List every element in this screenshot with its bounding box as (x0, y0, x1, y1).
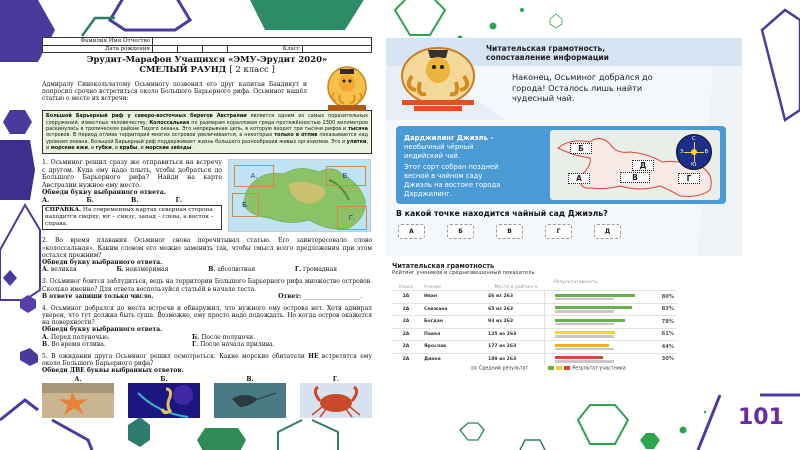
result-bars (544, 291, 644, 303)
australia-map (228, 159, 371, 232)
slide-title: Читательская грамотность, сопоставление информации (486, 44, 609, 63)
photo-option-v[interactable]: В. (214, 376, 286, 420)
answer-input[interactable]: ___________________. (303, 292, 362, 300)
rating-table-row (392, 315, 677, 328)
question-1-text: 1. Осьминог решил сразу же отправиться на встречу с другом. Куда ему надо плыть, чтобы добраться до Большого Барьерного рифа? Найди на карте Австралии нужное ему место. (42, 159, 222, 189)
average-result-bar (555, 348, 614, 351)
participant-result-bar (555, 306, 632, 309)
result-bars (544, 304, 644, 316)
result-percent: 78% (661, 318, 674, 325)
rating-title: Читательская грамотность (392, 262, 495, 270)
birth-year-field[interactable] (203, 45, 228, 53)
rating-legend (471, 366, 626, 372)
map-point-g[interactable]: Г (678, 173, 700, 184)
option-g[interactable]: Г. (175, 196, 182, 204)
student-cell: Снежана (424, 306, 448, 312)
option-a[interactable]: А. великая (42, 266, 77, 274)
participant-result-bar (555, 356, 603, 359)
question-2 (42, 237, 372, 273)
participant-result-bar (555, 294, 635, 297)
worksheet-intro: Адмиралу Синекольчатому Осьминогу позвонил его друг капитан Бандикут и попросил срочно встретиться около Большого Барьерного рифа. Осьминог нашёл статью о месте их встречи: (42, 80, 307, 102)
photo-option-a[interactable]: А. (42, 376, 114, 420)
class-field[interactable] (303, 45, 372, 53)
option-a[interactable]: А. Перед полуночью. (42, 333, 110, 341)
participant-result-bar (555, 344, 609, 347)
map-point-v[interactable]: В (620, 172, 650, 183)
answer-b-button[interactable]: Б (447, 224, 474, 239)
question-2-options (42, 266, 337, 273)
option-v[interactable]: В. (131, 196, 139, 204)
result-percent: 80% (661, 293, 674, 300)
rating-panel (386, 256, 742, 394)
question-4-text: 4. Осьминог добрался до места встречи и обнаружил, что нужного ему острова нет. Хотя адмирал уверен, что тут должна быть суша. Возможно, ему просто надо подождать. Но когда остров окажется на поверхности? (42, 304, 372, 327)
option-v[interactable]: В. Во время отлива. (42, 340, 106, 348)
class-cell: 2А (402, 331, 410, 337)
question-4-instruction: Обведи букву выбранного ответа. (42, 326, 163, 334)
map-point-d[interactable]: Д (632, 160, 654, 171)
question-1-options (42, 197, 182, 204)
result-bars (544, 329, 644, 341)
average-result-bar (555, 298, 614, 301)
birth-day-field[interactable] (153, 45, 178, 53)
option-g[interactable]: Г. После начала прилива. (192, 340, 275, 348)
rating-table-row (392, 328, 677, 341)
student-cell: Ярослав (424, 344, 447, 350)
participant-result-bar (555, 319, 625, 322)
question-1-instruction: Обведи букву выбранного ответа. (42, 189, 167, 197)
result-bars (544, 316, 644, 328)
option-a[interactable]: А. (42, 196, 50, 204)
option-g[interactable]: Г. громадная (294, 266, 337, 274)
class-cell: 2А (402, 306, 410, 312)
octopus-mascot-icon (326, 65, 368, 113)
student-cell: Иван (424, 294, 438, 300)
class-label: Класс (228, 45, 303, 53)
answer-v-button[interactable]: В (496, 224, 523, 239)
slide-intro: Наконец, Осьминог добрался до города! Осталось лишь найти чудесный чай. (512, 72, 653, 104)
result-bars (544, 354, 644, 366)
place-cell: 177 из 263 (488, 344, 517, 350)
full-name-label: Фамилия Имя Отчество (43, 38, 153, 46)
tea-question: В какой точке находится чайный сад Джиэль? (396, 209, 608, 218)
full-name-field[interactable] (153, 38, 372, 46)
class-cell: 2А (402, 319, 410, 325)
average-result-bar (555, 310, 614, 313)
question-2-instruction: Обведи букву выбранного ответа. (42, 258, 163, 266)
result-percent: 83% (661, 306, 674, 313)
olympiad-worksheet (42, 37, 372, 412)
worksheet-round-title: СМЕЛЫЙ РАУНД [ 2 класс ] (139, 65, 275, 76)
darjeeling-map (550, 130, 720, 200)
student-info-table (42, 37, 372, 53)
crab-photo-icon (300, 383, 372, 418)
student-cell: Богдан (424, 319, 444, 325)
place-cell: 93 из 263 (488, 319, 514, 325)
worksheet-title: Эрудит-Марафон Учащихся «ЭМУ-Эрудит 2020» (86, 55, 328, 66)
student-cell: Диана (424, 356, 441, 362)
octopus-mascot-logo-icon (398, 46, 478, 114)
question-3-text: 3. Осьминог боится заблудиться, ведь на территории Большого Барьерного рифа множество островов. Сколько именно? Для ответа воспользуйся статьёй в начале теста. (42, 278, 372, 293)
answer-label: Ответ: (278, 292, 302, 300)
rating-table (392, 280, 677, 365)
average-result-bar (555, 323, 614, 326)
question-2-text: 2. Во время плавания Осьминог снова перечитывал статью. Его заинтересовало слово «колоссальная». Каким словом его можно заменить так, чтобы смысл всего предложения при этом остался прежним? (42, 237, 372, 259)
birth-month-field[interactable] (178, 45, 203, 53)
answer-options (398, 224, 621, 239)
map-point-b[interactable]: Б (570, 143, 592, 154)
answer-d-button[interactable]: Д (594, 224, 621, 239)
participant-result-bar (555, 331, 615, 334)
class-cell: 2А (402, 356, 410, 362)
answer-a-button[interactable]: А (398, 224, 425, 239)
question-5-photos (42, 376, 372, 420)
answer-g-button[interactable]: Г (545, 224, 572, 239)
question-4-options (42, 334, 372, 348)
reading-literacy-slide (386, 38, 742, 394)
question-3-instruction: В ответе запиши только число. (42, 292, 154, 300)
photo-option-b[interactable]: Б. (128, 376, 200, 420)
reference-note: СПРАВКА. На современных картах северная сторона находится сверху, юг – снизу, запад – слева, а восток – справа. (42, 205, 222, 230)
question-5 (42, 353, 372, 420)
place-cell: 125 из 263 (488, 331, 517, 337)
rating-subtitle: Рейтинг учеников и среднезвешенный показатель (392, 270, 535, 276)
question-5-text: 5. В ожидании друга Осьминог решил осмотреться. Какие морские обитатели НЕ встретятся ему около Большого Барьерного рифа? (42, 353, 372, 368)
map-area-v[interactable]: В. (326, 166, 366, 186)
result-percent: 44% (661, 343, 674, 350)
legend-participant: Результат участника (548, 366, 625, 372)
question-4 (42, 305, 372, 348)
result-percent: 61% (661, 331, 674, 338)
option-b[interactable]: Б. (86, 196, 94, 204)
tea-info-card: Дарджилинг Джиэль – необычный чёрный индийский чай. Этот сорт собран поздней весной в чайном саду Джиэль на востоке города Дарджилинг. Б Д А В Г С Ю З В (396, 126, 726, 204)
student-cell: Павел (424, 331, 441, 337)
seahorse-photo-icon (128, 383, 200, 418)
legend-average: Средний результат (471, 366, 528, 372)
place-cell: 65 из 263 (488, 306, 514, 312)
result-percent: 30% (661, 356, 674, 363)
result-bars (544, 341, 644, 353)
average-result-bar (555, 335, 614, 338)
place-cell: 46 из 263 (488, 294, 514, 300)
starfish-photo-icon (42, 383, 114, 418)
map-area-a[interactable]: А. (234, 165, 274, 187)
option-b[interactable]: Б. неизмеримая (116, 266, 169, 274)
question-3 (42, 278, 372, 300)
class-cell: 2А (402, 344, 410, 350)
rating-table-header: Класс Ученик Место в рейтинге Результативность (398, 280, 598, 290)
rating-table-row (392, 303, 677, 316)
photo-option-g[interactable]: Г. (300, 376, 372, 420)
compass-icon: С Ю З В (676, 134, 712, 170)
map-area-g[interactable]: Г. (337, 206, 367, 230)
page-number: 101 (738, 405, 784, 430)
average-result-bar (555, 360, 614, 363)
stingray-photo-icon (214, 383, 286, 418)
rating-table-row (392, 290, 677, 303)
tea-name: Дарджилинг Джиэль – (404, 134, 494, 142)
birth-date-label: Дата рождения (43, 45, 153, 53)
map-area-b[interactable]: Б. (232, 193, 259, 217)
option-v[interactable]: В. абсолютная (208, 266, 256, 274)
rating-table-row (392, 353, 677, 366)
question-1 (42, 159, 372, 232)
question-5-instruction: Обведи ДВЕ буквы выбранных ответов. (42, 367, 184, 375)
article-box: Большой Барьерный риф у северо-восточных берегов Австралии является одним из самых поразительных сооружений, известных человечеству. Колоссальная по размерам коралловая гряда протяжённостью 2300 километров раскинулась в тропическом районе Тихого океана. Это непрерывная цепь, в которую входят три тысячи рифов и тысяча островов. В период отлива территория многих островов увеличивается, а некоторые только в отлив показываются над уровнем океана. Большой Барьерный риф поддерживает жизнь большого разнообразия живых организмов. Это и улитки, и морские ежи, и губки, и крабы, и морские звёзды. (42, 110, 372, 154)
rating-table-row (392, 340, 677, 353)
class-cell: 2А (402, 294, 410, 300)
place-cell: 189 из 263 (488, 356, 517, 362)
option-b[interactable]: Б. После полуночи. (192, 333, 256, 341)
map-point-a[interactable]: А (568, 173, 590, 184)
